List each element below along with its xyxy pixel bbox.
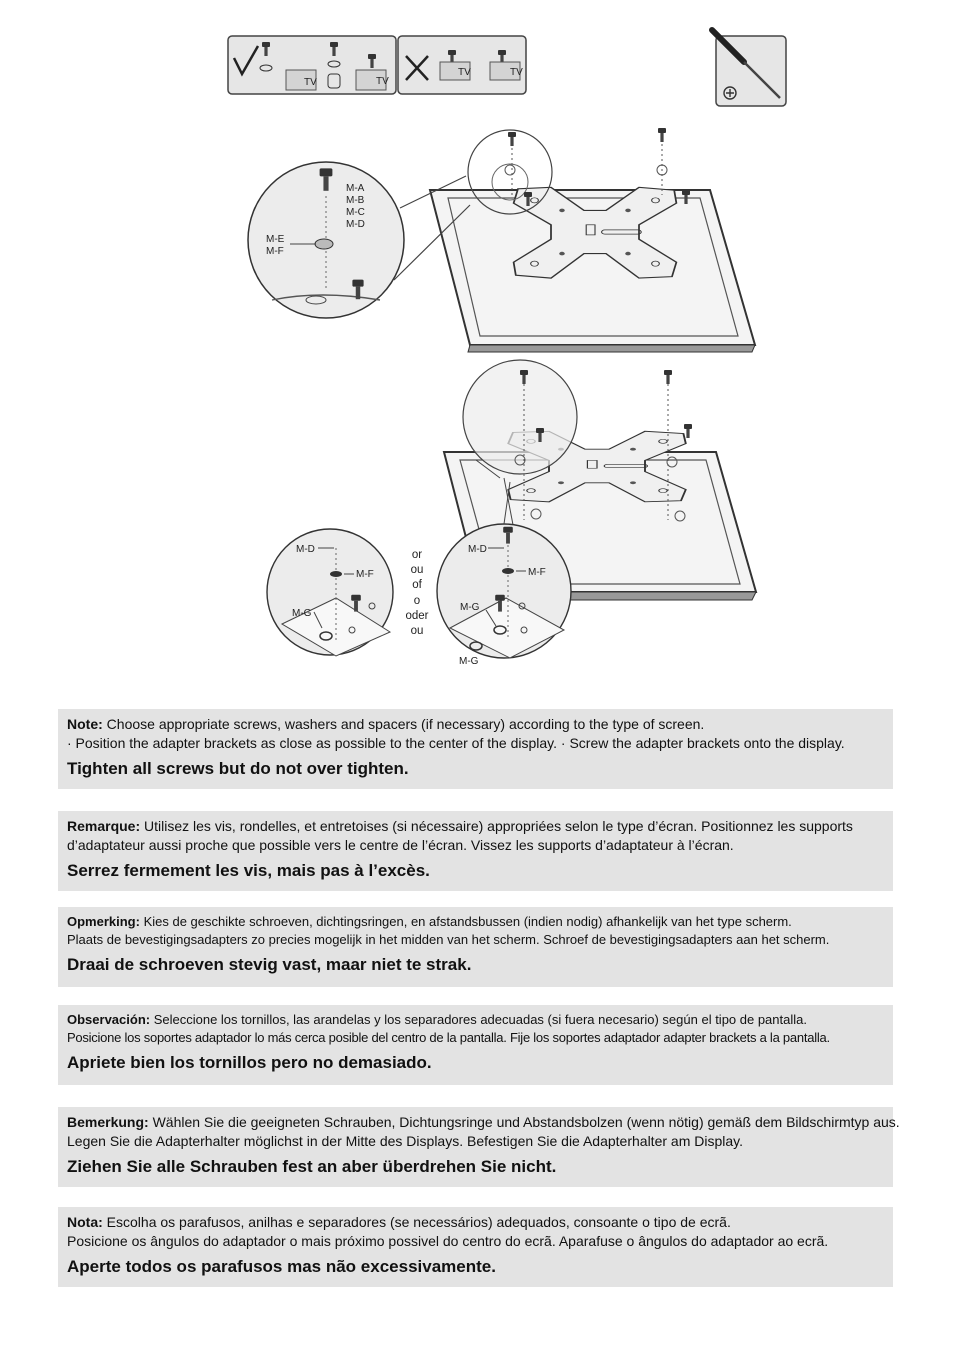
note-text: Escolha os parafusos, anilhas e separadores (se necessários) adequados, consoante o tipo de ecrã.	[102, 1214, 731, 1230]
note-text: Seleccione los tornillos, las arandelas y los separadores adecuadas (si fuera necesario) según el tipo de pantalla.	[150, 1012, 807, 1027]
note-text: Plaats de bevestigingsadapters zo precies mogelijk in het midden van het scherm. Schroef de bevestigingsadapters aan het scherm.	[67, 932, 830, 947]
or-word-nl: of	[412, 579, 422, 592]
note-text: Wählen Sie die geeigneten Schrauben, Dichtungsringe und Abstandsbolzen (wenn nötig) gemäß dem Bildschirmtyp aus.	[148, 1114, 900, 1130]
note-label: Bemerkung:	[67, 1114, 149, 1130]
svg-text:M-D: M-D	[346, 219, 365, 230]
svg-text:M-G: M-G	[460, 602, 480, 613]
tighten-warning: Draai de schroeven stevig vast, maar niet te strak.	[67, 955, 472, 974]
note-label: Observación:	[67, 1012, 151, 1027]
svg-text:M-D: M-D	[468, 544, 487, 555]
or-word-es: o	[413, 594, 421, 607]
alternative-conjunction-list	[398, 548, 436, 639]
or-word-en: or	[411, 549, 423, 561]
svg-text:M-G: M-G	[459, 656, 479, 667]
tighten-warning: Serrez fermement les vis, mais pas à l’excès.	[67, 861, 430, 880]
svg-text:TV: TV	[376, 76, 389, 87]
svg-text:M-F: M-F	[528, 567, 546, 578]
svg-text:M-B: M-B	[346, 195, 365, 206]
svg-text:M-G: M-G	[292, 608, 312, 619]
screw-selection-panel	[228, 36, 526, 94]
lower-left-inset	[267, 529, 393, 656]
svg-text:M-A: M-A	[346, 183, 365, 194]
svg-text:M-F: M-F	[356, 569, 374, 580]
tighten-warning: Ziehen Sie alle Schrauben fest an aber überdrehen Sie nicht.	[67, 1157, 557, 1176]
or-word-de: oder	[405, 609, 429, 622]
note-box-fr	[58, 811, 893, 891]
svg-text:TV: TV	[304, 77, 317, 88]
svg-text:M-E: M-E	[266, 234, 285, 245]
note-label: Note:	[67, 716, 103, 732]
note-box-es	[58, 1005, 893, 1085]
tighten-warning: Aperte todos os parafusos mas não excessivamente.	[67, 1257, 496, 1276]
note-box-pt	[58, 1207, 893, 1287]
tv-upper	[430, 128, 755, 352]
svg-text:TV: TV	[510, 67, 523, 78]
note-box-en	[58, 709, 893, 789]
note-text: Choose appropriate screws, washers and spacers (if necessary) according to the type of screen.	[102, 716, 705, 732]
note-text: d’adaptateur aussi proche que possible vers le centre de l’écran. Vissez les supports d’adaptateur à l’écran.	[67, 837, 734, 853]
note-label: Nota:	[67, 1214, 103, 1230]
tighten-warning: Tighten all screws but do not over tighten.	[67, 759, 409, 778]
note-text: Posicione os ângulos do adaptador o mais próximo possivel do centro do ecrã. Aparafuse o ângulos do adaptador ao ecrã.	[67, 1233, 829, 1249]
note-label: Opmerking:	[67, 914, 140, 929]
tighten-warning: Apriete bien los tornillos pero no demasiado.	[67, 1053, 432, 1072]
note-text: · Position the adapter brackets as close as possible to the center of the display. · Screw the adapter brackets onto the display.	[67, 735, 845, 751]
note-box-de	[58, 1107, 900, 1187]
note-text: Posicione los soportes adaptador lo más cerca posible del centro de la pantalla. Fije los soportes adaptador adapter brackets a la pantalla.	[67, 1030, 830, 1045]
or-word-pt: ou	[410, 625, 424, 638]
note-label: Remarque:	[67, 818, 141, 834]
svg-text:TV: TV	[458, 67, 471, 78]
note-text: Utilisez les vis, rondelles, et entretoises (si nécessaire) appropriées selon le type d’écran. Positionnez les supports	[140, 818, 853, 834]
svg-text:M-F: M-F	[266, 246, 284, 257]
note-box-nl	[58, 907, 893, 987]
screwdriver-icon	[712, 30, 786, 106]
note-text: Kies de geschikte schroeven, dichtingsringen, en afstandsbussen (indien nodig) afhankelijk van het type scherm.	[139, 914, 792, 929]
note-text: Legen Sie die Adapterhalter möglichst in der Mitte des Displays. Befestigen Sie die Adapterhalter am Display.	[67, 1133, 743, 1149]
svg-text:M-C: M-C	[346, 207, 365, 218]
or-word-fr: ou	[410, 564, 424, 577]
upper-inset	[248, 162, 470, 318]
svg-text:M-D: M-D	[296, 544, 315, 555]
